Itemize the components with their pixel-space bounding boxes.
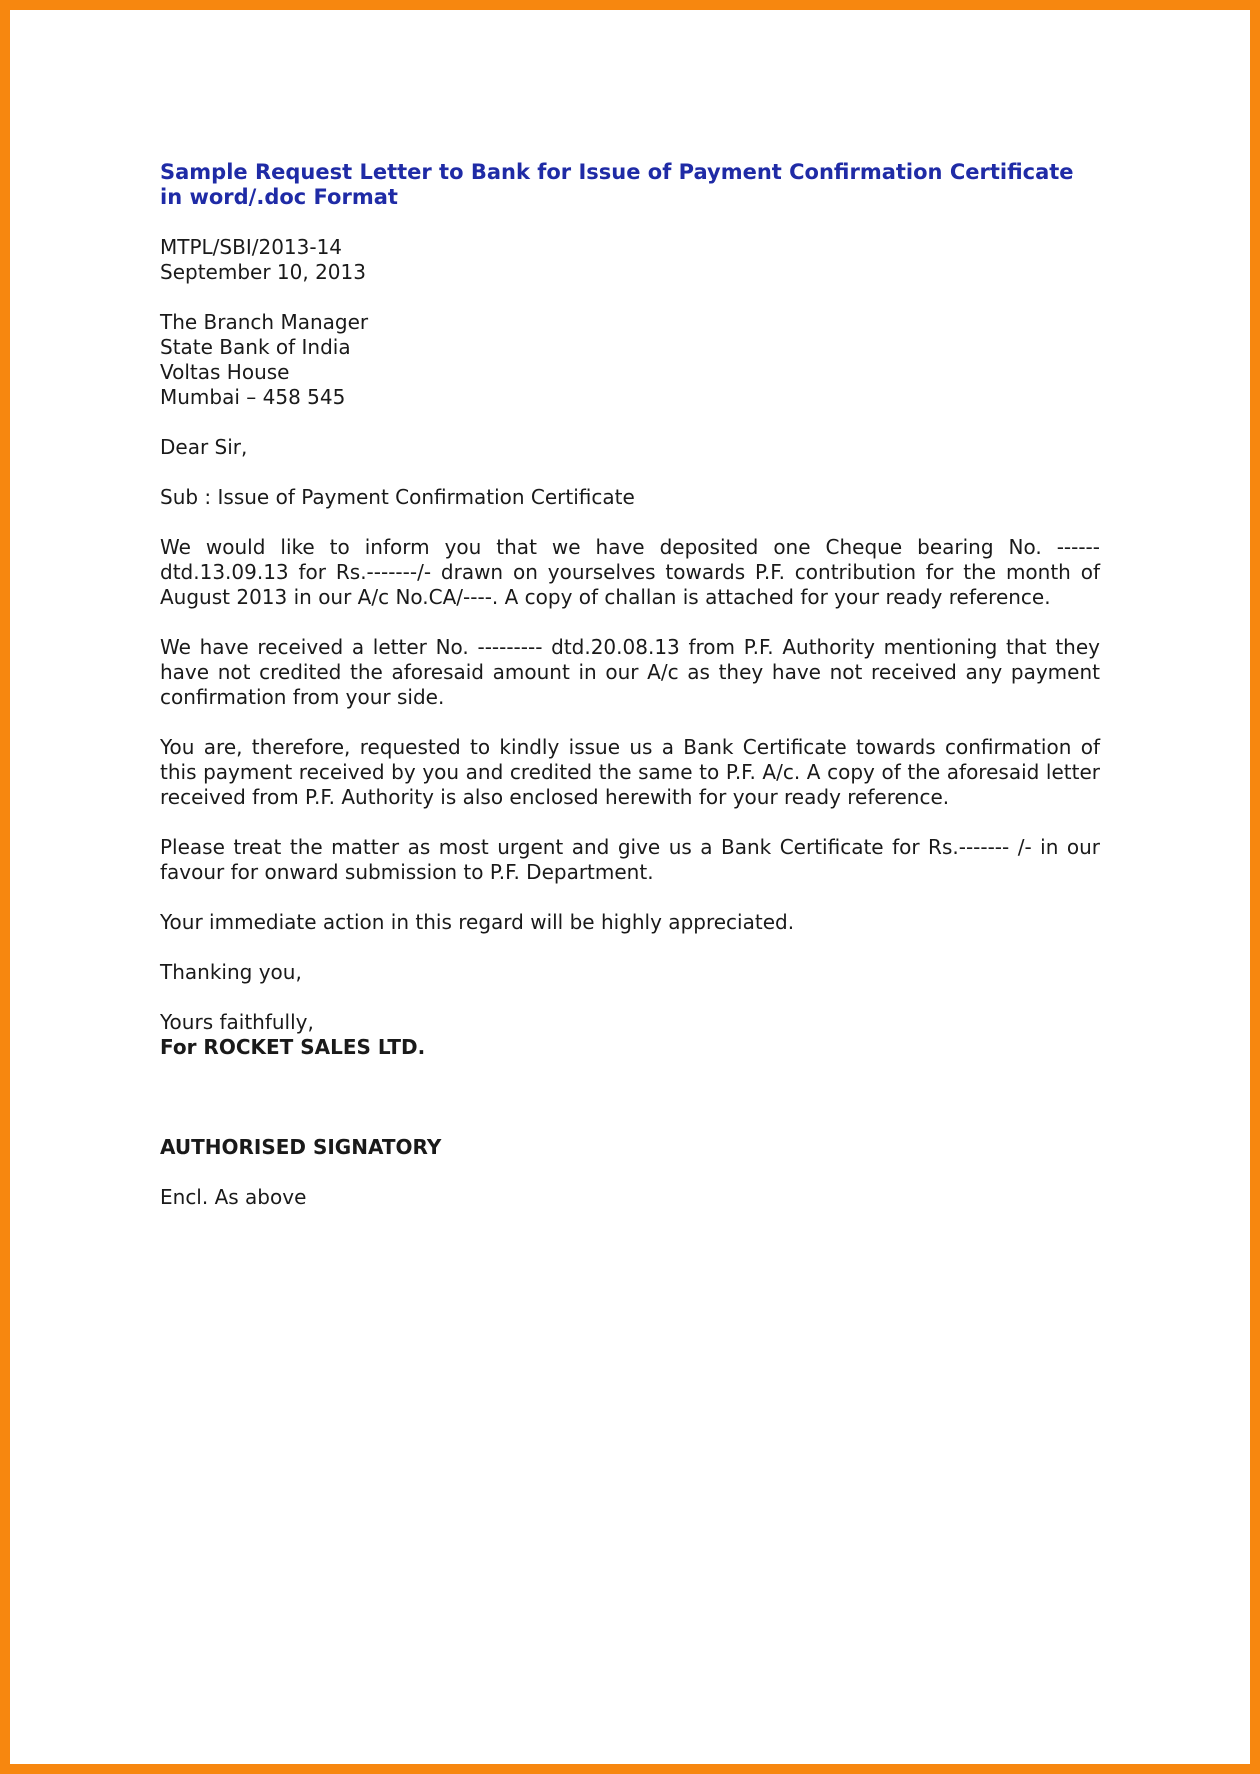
recipient-line-1: The Branch Manager [160, 310, 369, 334]
letter-document [160, 160, 1100, 1235]
body-paragraph-2: We have received a letter No. --------- dtd.20.08.13 from P.F. Authority mentioning that they have not credited the aforesaid amount in our A/c as they have not received any payment confirmation from your side. [160, 635, 1100, 709]
subject-line: Sub : Issue of Payment Confirmation Certificate [160, 485, 635, 509]
signature-space [160, 1060, 1100, 1135]
recipient-line-2: State Bank of India [160, 335, 351, 359]
reference-number: MTPL/SBI/2013-14 [160, 235, 343, 259]
salutation: Dear Sir, [160, 435, 248, 459]
thanking-line: Thanking you, [160, 960, 302, 984]
recipient-line-3: Voltas House [160, 360, 290, 384]
closing-block [160, 1010, 1100, 1060]
reference-block [160, 235, 1100, 285]
body-paragraph-5: Your immediate action in this regard will be highly appreciated. [160, 910, 795, 934]
body-paragraph-3: You are, therefore, requested to kindly issue us a Bank Certificate towards confirmation of this payment received by you and credited the same to P.F. A/c. A copy of the aforesaid letter received from P.F. Authority is also enclosed herewith for your ready reference. [160, 735, 1100, 809]
letter-date: September 10, 2013 [160, 260, 366, 284]
body-paragraph-4: Please treat the matter as most urgent and give us a Bank Certificate for Rs.------- /- in our favour for onward submission to P.F. Department. [160, 835, 1100, 884]
company-name: For ROCKET SALES LTD. [160, 1035, 426, 1059]
recipient-address [160, 310, 1100, 410]
body-paragraph-1: We would like to inform you that we have deposited one Cheque bearing No. ------ dtd.13.09.13 for Rs.-------/- drawn on yourselves towards P.F. contribution for the month of August 2013 in our A/c No.CA/----. A copy of challan is attached for your ready reference. [160, 535, 1100, 609]
document-title: Sample Request Letter to Bank for Issue of Payment Confirmation Certificate in word/.doc Format [160, 160, 1074, 209]
authorised-signatory: AUTHORISED SIGNATORY [160, 1135, 442, 1159]
yours-faithfully: Yours faithfully, [160, 1010, 314, 1034]
recipient-line-4: Mumbai – 458 545 [160, 385, 346, 409]
enclosure-note: Encl. As above [160, 1185, 307, 1209]
